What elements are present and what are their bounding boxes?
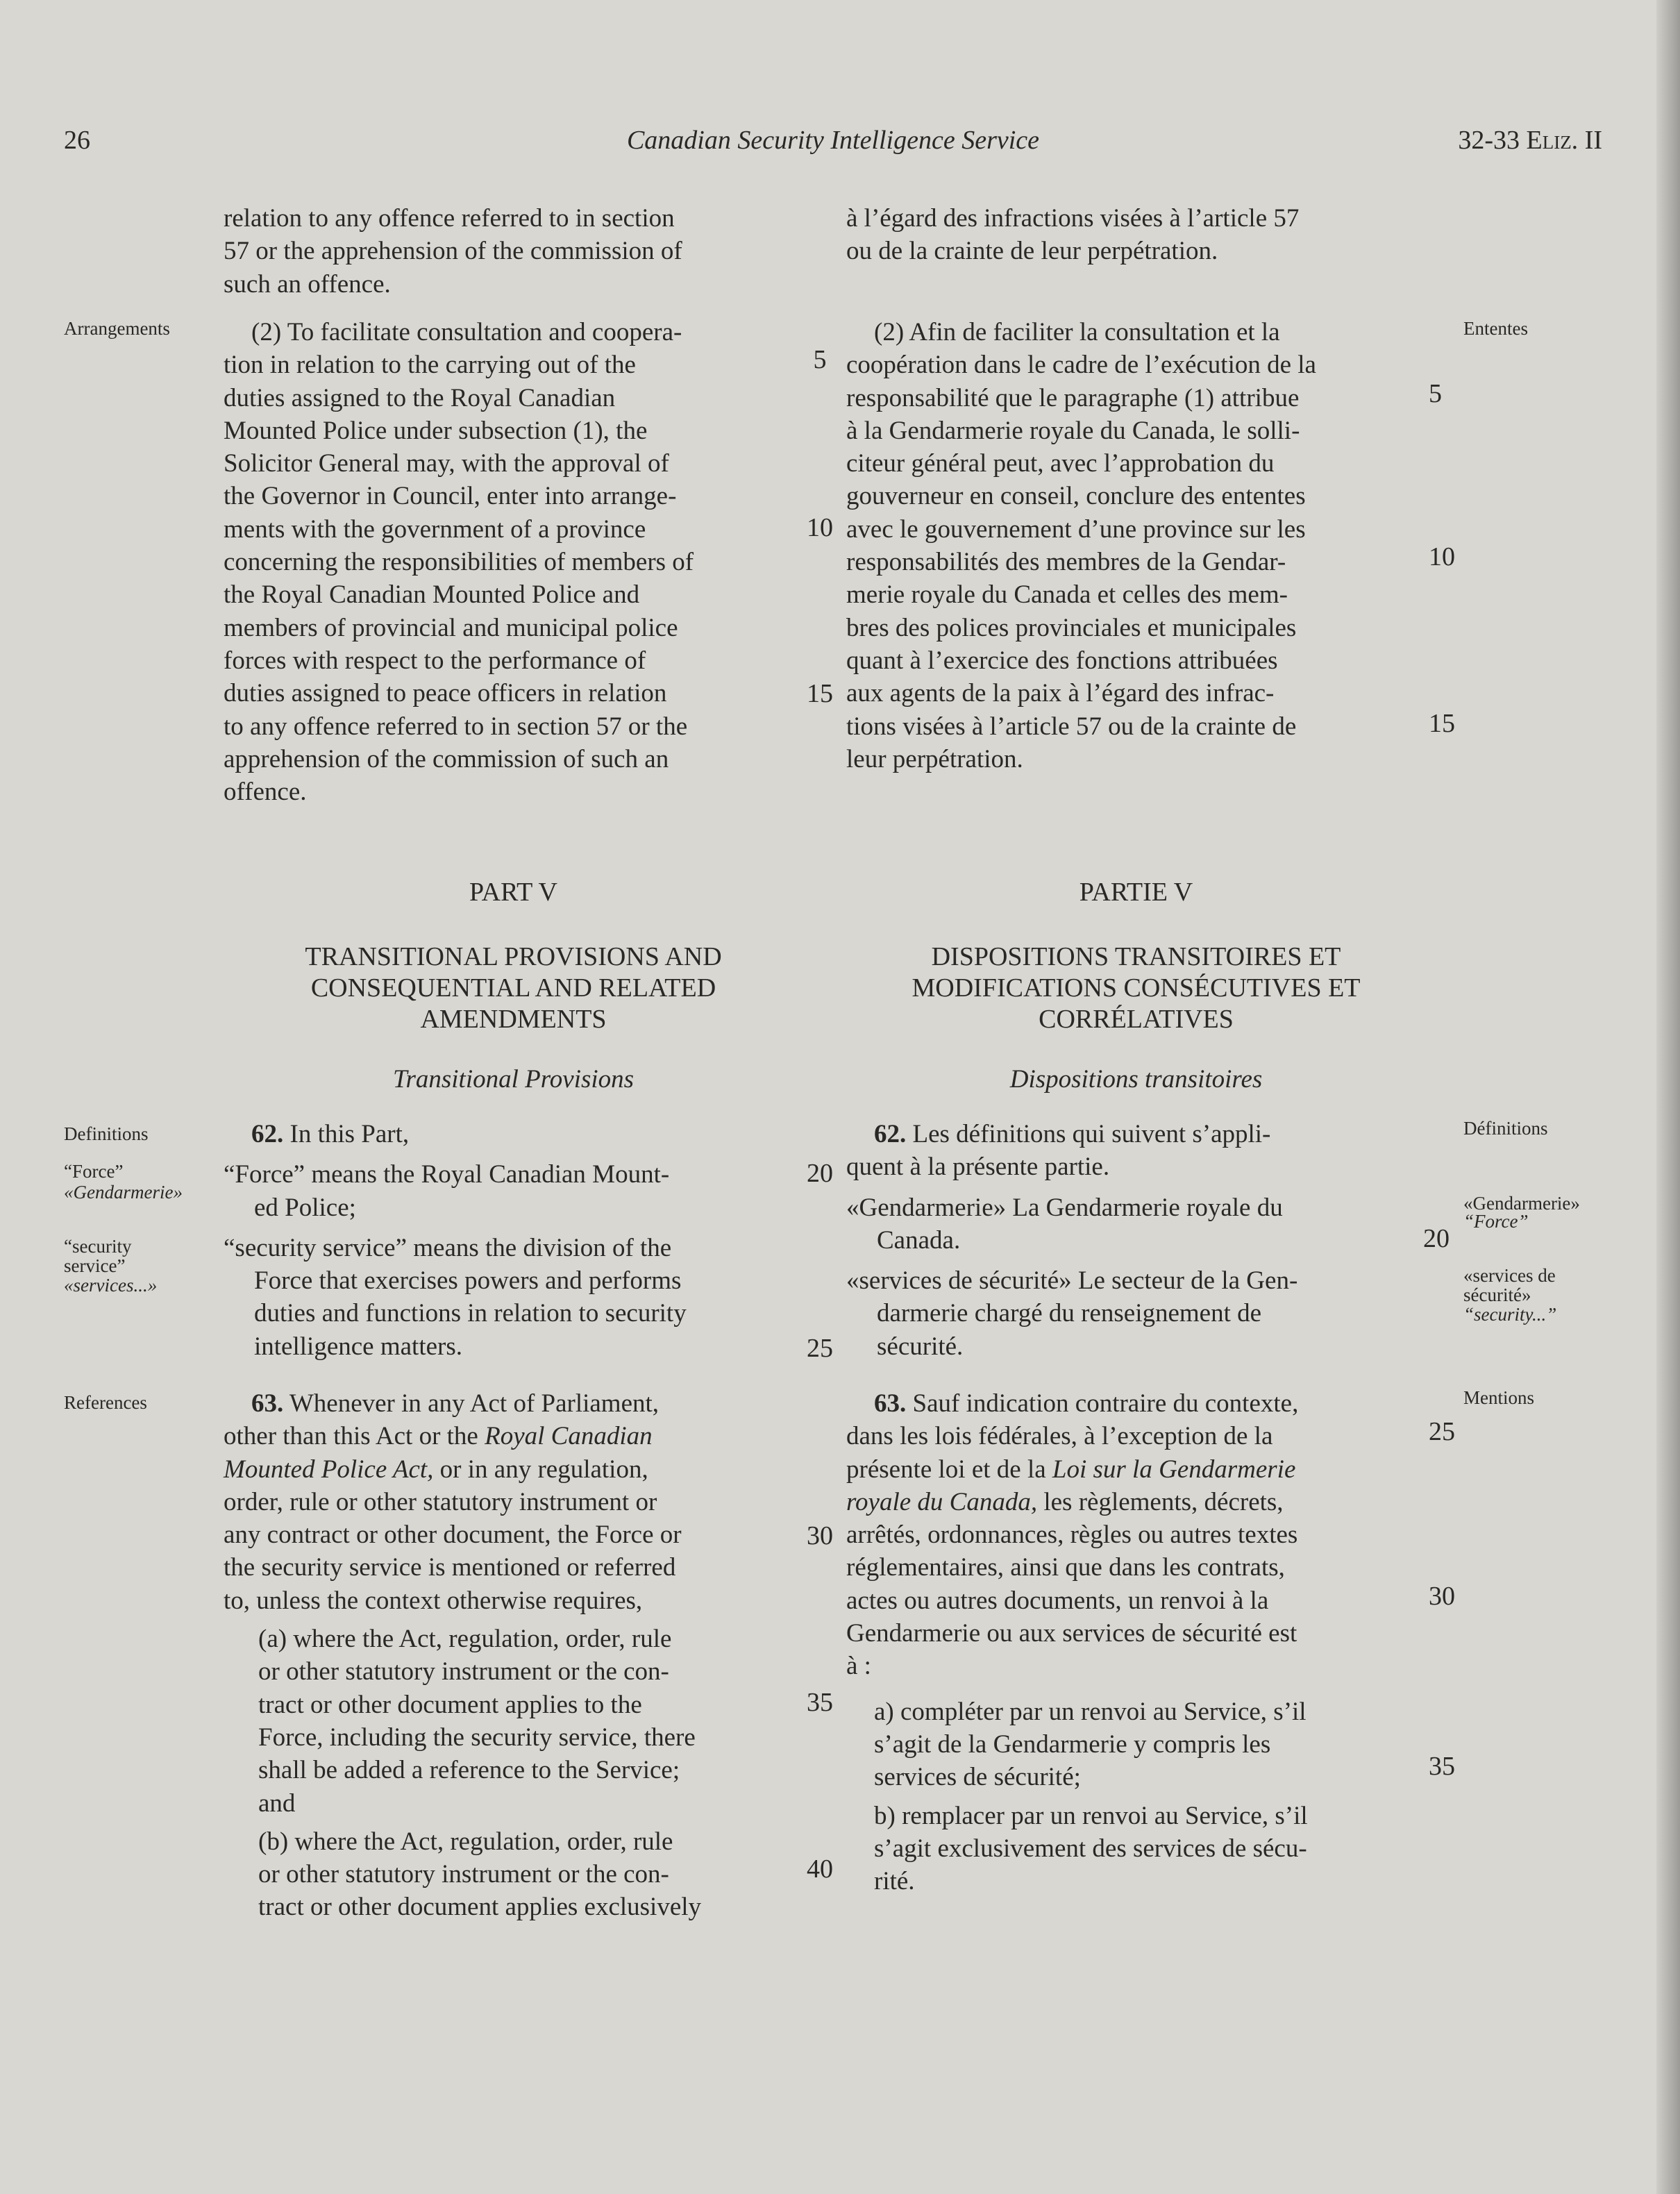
margin-note-mentions: Mentions [1463,1387,1535,1408]
text-line: tract or other document applies to the [258,1690,642,1719]
text-line: to, unless the context otherwise requires, [224,1586,643,1615]
text-line: and [258,1789,296,1818]
line-number-35: 35 [807,1688,833,1717]
text-line: such an offence. [224,269,391,299]
text-span: other than this Act or the [224,1422,478,1451]
part-title-line: MODIFICATIONS CONSÉCUTIVES ET [912,973,1361,1003]
text-line: à l’égard des infractions visées à l’article 57 [846,204,1300,233]
text-line: actes ou autres documents, un renvoi à la [846,1586,1269,1615]
margin-note-services-equiv: “security...” [1463,1304,1557,1325]
text-line: sécurité. [877,1332,964,1361]
line-number-fr-20: 20 [1423,1224,1450,1253]
running-title: Canadian Security Intelligence Service [626,126,1040,155]
text-span: Sauf indication contraire du contexte, [912,1389,1299,1418]
margin-note-references: References [64,1392,147,1413]
margin-note-services-term-2: sécurité» [1463,1284,1531,1305]
en-section-62 [224,1118,803,1363]
text-line: s’agit de la Gendarmerie y compris les [874,1730,1271,1759]
line-number-fr-5: 5 [1429,379,1442,408]
text-line: “security service” means the division of the [224,1233,672,1262]
text-line: shall be added a reference to the Service; [258,1756,680,1785]
text-line: the Royal Canadian Mounted Police and [224,580,640,610]
text-line: «services de sécurité» Le secteur de la Gen- [846,1266,1298,1296]
line-number-fr-30: 30 [1429,1582,1455,1611]
part-title-line: TRANSITIONAL PROVISIONS AND [305,942,722,971]
margin-note-services-term-1: «services de [1463,1265,1556,1286]
text-line: gouverneur en conseil, conclure des ententes [846,482,1306,511]
line-number-20: 20 [807,1159,833,1188]
text-line: citeur général peut, avec l’approbation du [846,449,1275,478]
margin-note-gendarmerie-equiv: “Force” [1463,1211,1529,1232]
definition-gendarmerie-line-2: Canada. [877,1225,961,1255]
fr-part-title [846,941,1426,1035]
text-line: concerning the responsibilities of members of [224,548,694,577]
text-line: services de sécurité; [874,1763,1081,1792]
text-line: forces with respect to the performance of [224,646,646,675]
definition-gendarmerie-line-1: «Gendarmerie» La Gendarmerie royale du [846,1193,1283,1222]
text-line: (a) where the Act, regulation, order, rule [258,1625,672,1654]
fr-subheading: Dispositions transitoires [1009,1065,1263,1094]
section-number: 63. [874,1389,907,1418]
text-line: any contract or other document, the Force or [224,1521,682,1550]
text-line: (2) To facilitate consultation and coopera- [251,318,682,346]
text-line: offence. [224,778,307,807]
paragraph-a [224,1623,803,1820]
part-title-line: AMENDMENTS [420,1005,607,1034]
text-line: réglementaires, ainsi que dans les contrats, [846,1553,1285,1582]
text-span: les règlements, décrets, [1043,1487,1284,1516]
act-title: Loi sur la Gendarmerie [1052,1455,1296,1484]
en-section-63 [224,1387,803,1924]
text-line: the Governor in Council, enter into arrange- [224,482,677,511]
text-line: tion in relation to the carrying out of the [224,351,636,380]
margin-note-arrangements: Arrangements [64,318,170,339]
page-edge-shadow [1656,0,1680,2194]
margin-note-force-equiv: «Gendarmerie» [64,1182,183,1203]
fr-section-63 [846,1387,1426,1898]
text-line: dans les lois fédérales, à l’exception de la [846,1422,1273,1451]
regnal-year: 32-33 Eliz. II [1458,126,1602,155]
text-line: b) remplacer par un renvoi au Service, s’il [874,1801,1308,1830]
section-number: 62. [874,1120,907,1148]
text-line: aux agents de la paix à l’égard des infrac- [846,679,1275,708]
line-number-40: 40 [807,1854,833,1884]
text-line: 57 or the apprehension of the commission of [224,237,682,266]
section-text: In this Part, [289,1120,410,1148]
margin-note-ententes: Ententes [1463,318,1528,339]
fr-part-label: PARTIE V [1079,878,1193,907]
margin-note-definitions-fr: Définitions [1463,1118,1548,1139]
text-line: quent à la présente partie. [846,1153,1110,1182]
text-line: à la Gendarmerie royale du Canada, le solli- [846,416,1300,445]
text-line: a) compléter par un renvoi au Service, s’il [874,1697,1307,1726]
text-line: quant à l’exercice des fonctions attribuées [846,646,1278,675]
fr-section-62 [846,1118,1426,1363]
en-part-title [224,941,803,1035]
en-continuation [224,202,803,301]
line-number-fr-10: 10 [1429,542,1455,571]
act-title: Mounted Police Act, [224,1455,434,1484]
text-line: order, rule or other statutory instrument or [224,1487,657,1516]
text-line: Solicitor General may, with the approval of [224,449,669,478]
text-line: Whenever in any Act of Parliament, [289,1389,660,1418]
margin-note-security-equiv: «services...» [64,1275,158,1296]
text-line: Gendarmerie ou aux services de sécurité est [846,1619,1297,1648]
text-line: leur perpétration. [846,744,1023,773]
margin-note-security-term-1: “security [64,1236,132,1257]
text-span: Les définitions qui suivent s’appli- [912,1120,1271,1148]
text-line: tract or other document applies exclusively [258,1893,702,1922]
text-line: Force, including the security service, there [258,1723,696,1752]
text-line: tions visées à l’article 57 ou de la crainte de [846,712,1297,741]
paragraph-b [224,1825,803,1924]
text-span: présente loi et de la [846,1455,1046,1484]
text-line: duties assigned to peace officers in relation [224,679,667,708]
text-line: bres des polices provinciales et municipales [846,613,1297,642]
en-part-label: PART V [469,878,557,907]
text-line: arrêtés, ordonnances, règles ou autres textes [846,1521,1298,1550]
fr-subsection-2 [846,316,1426,776]
definition-force-line-2: ed Police; [254,1193,356,1222]
line-number-15: 15 [807,679,833,708]
text-line: Force that exercises powers and performs [254,1266,682,1296]
text-line: apprehension of the commission of such an [224,744,669,773]
text-line: intelligence matters. [254,1332,462,1361]
line-number-25: 25 [807,1334,833,1363]
page-number: 26 [64,126,90,155]
fr-continuation [846,202,1426,268]
text-line: (2) Afin de faciliter la consultation et la [874,318,1280,346]
act-title: Royal Canadian [485,1422,653,1451]
text-line: or other statutory instrument or the con- [258,1657,669,1686]
part-title-line: CONSEQUENTIAL AND RELATED [310,973,716,1003]
text-line: or other statutory instrument or the con- [258,1860,669,1889]
text-line: rité. [874,1867,915,1896]
part-title-line: DISPOSITIONS TRANSITOIRES ET [931,942,1341,971]
text-line: (b) where the Act, regulation, order, rule [258,1827,673,1856]
text-line: responsabilités des membres de la Gendar- [846,548,1286,577]
text-line: Mounted Police under subsection (1), the [224,416,648,445]
en-subheading: Transitional Provisions [392,1065,635,1094]
paragraph-b-fr [846,1800,1426,1898]
section-number: 62. [251,1120,284,1148]
text-line: merie royale du Canada et celles des mem- [846,580,1288,610]
text-line: coopération dans le cadre de l’exécution de la [846,351,1316,380]
line-number-5: 5 [813,345,827,374]
act-title: royale du Canada, [846,1487,1038,1516]
text-span: or in any regulation, [439,1455,648,1484]
part-title-line: CORRÉLATIVES [1039,1005,1234,1034]
en-subsection-2 [224,316,803,808]
text-line: relation to any offence referred to in section [224,204,675,233]
line-number-fr-25: 25 [1429,1417,1455,1446]
margin-note-gendarmerie-term: «Gendarmerie» [1463,1193,1580,1214]
definition-force-line-1: “Force” means the Royal Canadian Mount- [224,1160,670,1189]
margin-note-force-term: “Force” [64,1161,124,1182]
text-line: duties assigned to the Royal Canadian [224,383,616,412]
margin-note-security-term-2: service” [64,1255,126,1276]
text-line: avec le gouvernement d’une province sur les [846,514,1306,544]
text-line: ments with the government of a province [224,514,646,544]
text-line: members of provincial and municipal police [224,613,678,642]
text-line: responsabilité que le paragraphe (1) attribue [846,383,1300,412]
line-number-30: 30 [807,1521,833,1550]
text-line: s’agit exclusivement des services de sécu- [874,1834,1307,1863]
line-number-10: 10 [807,513,833,542]
text-line: to any offence referred to in section 57 or the [224,712,688,741]
text-line: duties and functions in relation to security [254,1299,687,1328]
text-line: à : [846,1652,871,1681]
margin-note-definitions: Definitions [64,1123,149,1144]
section-number: 63. [251,1389,284,1418]
line-number-fr-15: 15 [1429,709,1455,738]
text-line: ou de la crainte de leur perpétration. [846,237,1218,266]
text-line: the security service is mentioned or referred [224,1553,676,1582]
text-line: darmerie chargé du renseignement de [877,1299,1262,1328]
line-number-fr-35: 35 [1429,1752,1455,1781]
paragraph-a-fr [846,1695,1426,1794]
